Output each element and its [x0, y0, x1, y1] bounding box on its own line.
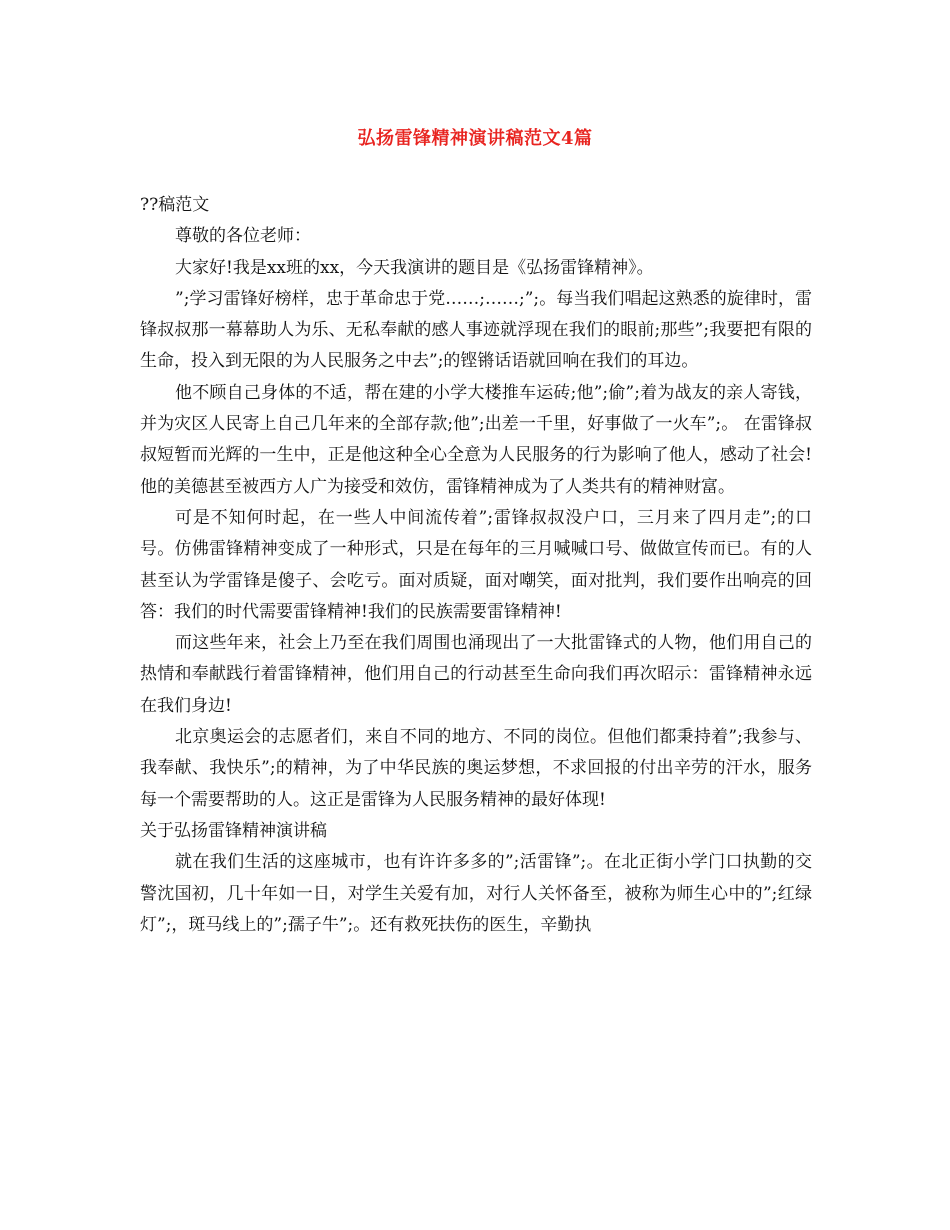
paragraph: 北京奥运会的志愿者们，来自不同的地方、不同的岗位。但他们都秉持着”;我参与、我奉献、我快乐”;的精神，为了中华民族的奥运梦想，不求回报的付出辛劳的汗水，服务每一个需要帮助的人。这正是雷锋为人民服务精神的最好体现!: [140, 727, 812, 810]
paragraph: 他不顾自己身体的不适，帮在建的小学大楼推车运砖;他”;偷”;着为战友的亲人寄钱，并为灾区人民寄上自己几年来的全部存款;他”;出差一千里，好事做了一火车”;。 在雷锋叔叔短暂而光辉的一生中，正是他这种全心全意为人民服务的行为影响了他人，感动了社会!他的美德甚至被西方人广为接受和效仿，雷锋精神成为了人类共有的精神财富。: [140, 382, 812, 497]
section-heading: 关于弘扬雷锋精神演讲稿: [140, 820, 327, 841]
paragraph-salutation: 尊敬的各位老师：: [175, 226, 311, 247]
paragraph-heading: ??稿范文: [140, 195, 210, 215]
paragraph-greeting: 大家好!我是xx班的xx，今天我演讲的题目是《弘扬雷锋精神》。: [175, 257, 654, 278]
document-body: [140, 190, 812, 941]
paragraph: 就在我们生活的这座城市，也有许许多多的”;活雷锋”;。在北正街小学门口执勤的交警沈国初，几十年如一日，对学生关爱有加，对行人关怀备至，被称为师生心中的”;红绿灯”;，斑马线上的”;孺子牛”;。还有救死扶伤的医生，辛勤执: [140, 852, 812, 935]
document-title: 弘扬雷锋精神演讲稿范文4篇: [357, 128, 593, 149]
paragraph: 可是不知何时起，在一些人中间流传着”;雷锋叔叔没户口，三月来了四月走”;的口号。仿佛雷锋精神变成了一种形式，只是在每年的三月喊喊口号、做做宣传而已。有的人甚至认为学雷锋是傻子、会吃亏。面对质疑，面对嘲笑，面对批判，我们要作出响亮的回答：我们的时代需要雷锋精神!我们的民族需要雷锋精神!: [140, 507, 812, 622]
paragraph: ”;学习雷锋好榜样，忠于革命忠于党……;……;”;。每当我们唱起这熟悉的旋律时，雷锋叔叔那一幕幕助人为乐、无私奉献的感人事迹就浮现在我们的眼前;那些”;我要把有限的生命，投入到无限的为人民服务之中去”;的铿锵话语就回响在我们的耳边。: [140, 288, 812, 372]
paragraph: 而这些年来，社会上乃至在我们周围也涌现出了一大批雷锋式的人物，他们用自己的热情和奉献践行着雷锋精神，他们用自己的行动甚至生命向我们再次昭示：雷锋精神永远在我们身边!: [140, 633, 812, 716]
